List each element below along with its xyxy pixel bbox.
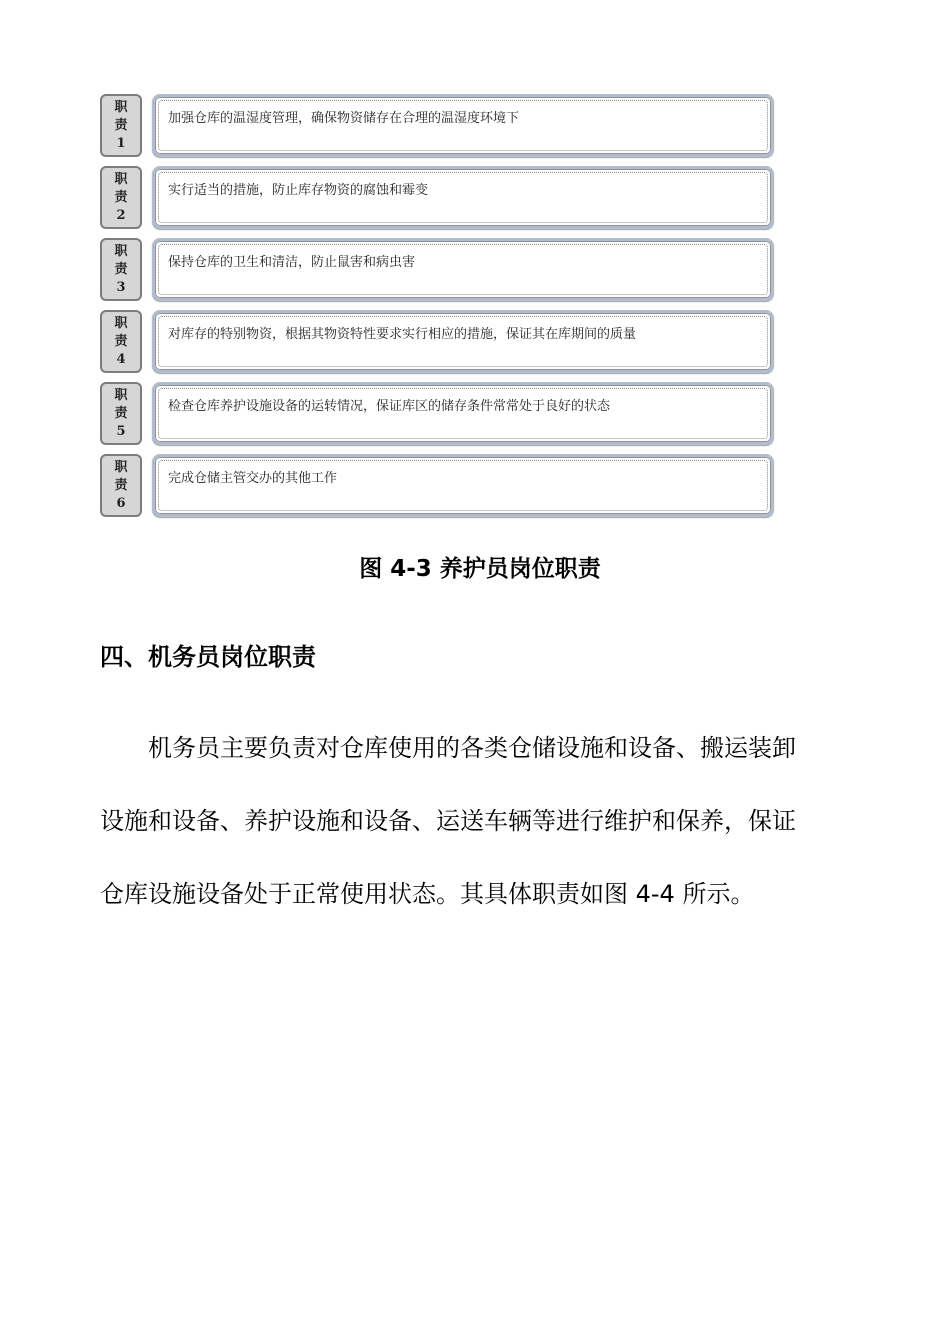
paragraph-line: 设施和设备、养护设施和设备、运送车辆等进行维护和保养，保证 [100,807,796,835]
duty-tag-number: 6 [116,496,126,511]
duty-row-6 [100,454,776,520]
duty-tag [100,166,142,229]
duty-tag-char: 责 [114,406,128,421]
duty-text: 检查仓库养护设施设备的运转情况，保证库区的储存条件常常处于良好的状态 [168,399,611,414]
duty-tag-char: 责 [114,118,128,133]
duty-row-3 [100,238,776,304]
duty-text: 完成仓储主管交办的其他工作 [168,471,338,486]
paragraph-line: 机务员主要负责对仓库使用的各类仓储设施和设备、搬运装卸 [148,734,796,762]
duty-tag-char: 责 [114,262,128,277]
duty-box [152,238,774,301]
duty-box [152,310,774,373]
duty-tag-char: 职 [114,244,128,259]
paragraph-line: 仓库设施设备处于正常使用状态。其具体职责如图 4-4 所示。 [100,880,755,908]
duty-row-5 [100,382,776,448]
duty-text: 加强仓库的温湿度管理，确保物资储存在合理的温湿度环境下 [168,111,520,126]
duty-row-4 [100,310,776,376]
duty-tag-char: 责 [114,478,128,493]
duty-tag [100,382,142,445]
body-paragraph [100,712,865,931]
duty-text: 保持仓库的卫生和清洁，防止鼠害和病虫害 [168,255,416,270]
duty-box [152,454,774,517]
duty-tag-number: 2 [116,208,126,223]
duty-tag-number: 3 [116,280,126,295]
duty-tag [100,454,142,517]
duty-tag-number: 5 [116,424,126,439]
duty-tag-char: 职 [114,100,128,115]
duty-box [152,382,774,445]
section-heading: 四、机务员岗位职责 [100,643,316,671]
duty-tag-char: 职 [114,172,128,187]
duty-tag [100,94,142,157]
duty-tag [100,310,142,373]
figure-caption: 图 4-3 养护员岗位职责 [359,556,601,582]
duty-tag-number: 4 [116,352,126,367]
duty-tag-char: 职 [114,388,128,403]
duty-row-2 [100,166,776,232]
duty-tag-char: 责 [114,190,128,205]
duty-tag [100,238,142,301]
duty-tag-char: 职 [114,460,128,475]
duty-tag-char: 职 [114,316,128,331]
duty-diagram [100,94,776,526]
duty-row-1 [100,94,776,160]
duty-text: 实行适当的措施，防止库存物资的腐蚀和霉变 [168,183,429,198]
duty-tag-number: 1 [116,136,126,151]
duty-box [152,94,774,157]
duty-text: 对库存的特别物资，根据其物资特性要求实行相应的措施，保证其在库期间的质量 [168,327,637,342]
duty-tag-char: 责 [114,334,128,349]
duty-box [152,166,774,229]
